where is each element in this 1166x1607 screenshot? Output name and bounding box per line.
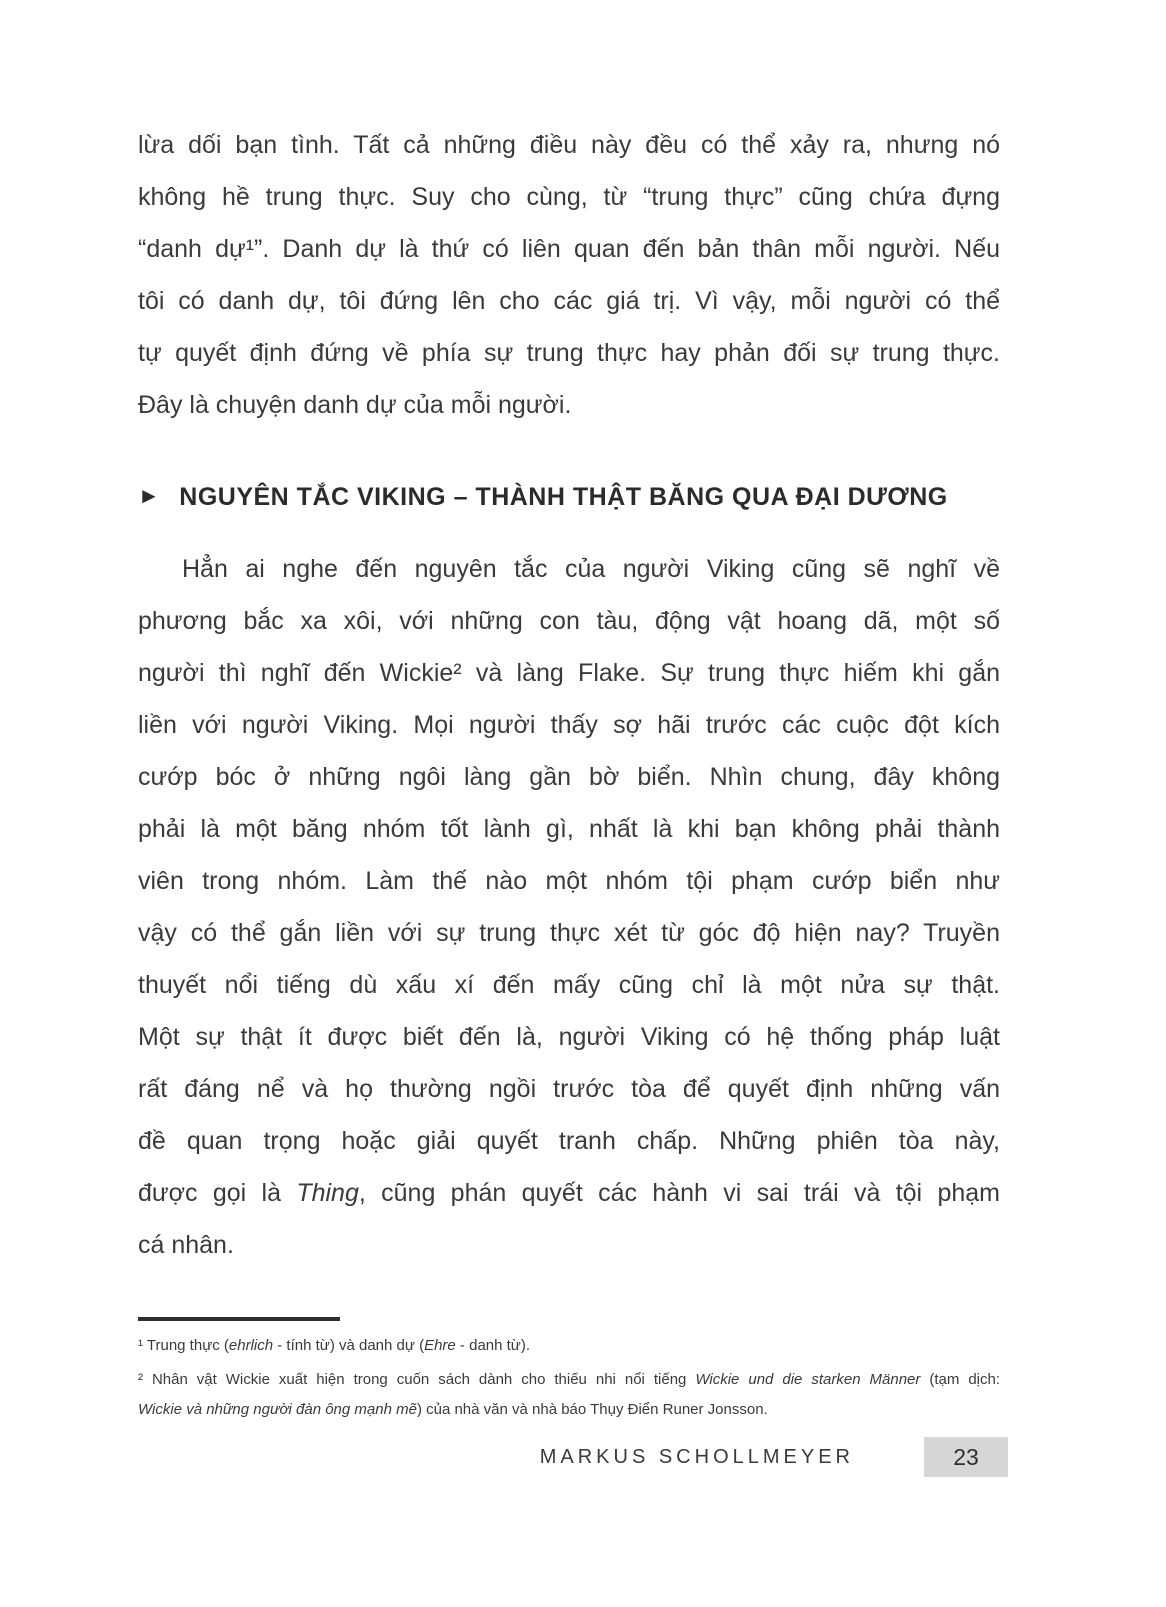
text-line: Hẳn ai nghe đến nguyên tắc của người Viking cũng sẽ nghĩ về [182,555,1000,583]
page-number: 23 [953,1443,979,1470]
text-line: lừa dối bạn tình. Tất cả những điều này đều có thể xảy ra, nhưng nó [138,131,1000,159]
text-line: cướp bóc ở những ngôi làng gần bờ biển. Nhìn chung, đây không [138,763,1000,791]
text-line: thuyết nổi tiếng dù xấu xí đến mấy cũng chỉ là một nửa sự thật. [138,971,1000,999]
text-line: ¹ Trung thực (ehrlich - tính từ) và danh dự (Ehre - danh từ). [138,1337,531,1354]
text-line: tự quyết định đứng về phía sự trung thực hay phản đối sự trung thực. [138,339,1000,367]
triangle-bullet-icon: ► [138,483,161,508]
text-line: phải là một băng nhóm tốt lành gì, nhất là khi bạn không phải thành [138,815,1000,843]
page-content [138,119,1000,1425]
text-line: được gọi là Thing, cũng phán quyết các hành vi sai trái và tội phạm [138,1179,1000,1207]
paragraph-1 [138,119,1000,431]
text-line: tôi có danh dự, tôi đứng lên cho các giá trị. Vì vậy, mỗi người có thể [138,287,1000,315]
text-line: viên trong nhóm. Làm thế nào một nhóm tội phạm cướp biển như [138,867,1000,895]
text-line: cá nhân. [138,1231,234,1259]
section-heading-text: NGUYÊN TẮC VIKING – THÀNH THẬT BĂNG QUA ĐẠI DƯƠNG [179,483,948,511]
running-footer-author: MARKUS SCHOLLMEYER [539,1445,854,1468]
text-line: Đây là chuyện danh dự của mỗi người. [138,391,572,419]
text-line: Một sự thật ít được biết đến là, người Viking có hệ thống pháp luật [138,1023,1000,1051]
text-line: không hề trung thực. Suy cho cùng, từ “trung thực” cũng chứa đựng [138,183,1000,211]
footnote-divider [138,1317,340,1321]
text-line: người thì nghĩ đến Wickie² và làng Flake. Sự trung thực hiếm khi gắn [138,659,1000,687]
text-line: vậy có thể gắn liền với sự trung thực xét từ góc độ hiện nay? Truyền [138,919,1000,947]
paragraph-2 [138,543,1000,1271]
text-line: phương bắc xa xôi, với những con tàu, động vật hoang dã, một số [138,607,1000,635]
running-footer [138,1437,1008,1477]
text-line: đề quan trọng hoặc giải quyết tranh chấp. Những phiên tòa này, [138,1127,1000,1155]
footnote-2 [138,1365,1000,1425]
text-line: rất đáng nể và họ thường ngồi trước tòa để quyết định những vấn [138,1075,1000,1103]
text-line: Wickie và những người đàn ông mạnh mẽ) của nhà văn và nhà báo Thụy Điển Runer Jonsson. [138,1401,768,1418]
page-number-badge [924,1437,1008,1477]
footnote-1 [138,1331,1000,1361]
text-line: liền với người Viking. Mọi người thấy sợ hãi trước các cuộc đột kích [138,711,1000,739]
section-heading [138,477,1000,517]
text-line: “danh dự¹”. Danh dự là thứ có liên quan đến bản thân mỗi người. Nếu [138,235,1000,263]
text-line: ² Nhân vật Wickie xuất hiện trong cuốn sách dành cho thiếu nhi nổi tiếng Wickie und die starken Männer (tạm dịch: [138,1371,1001,1388]
